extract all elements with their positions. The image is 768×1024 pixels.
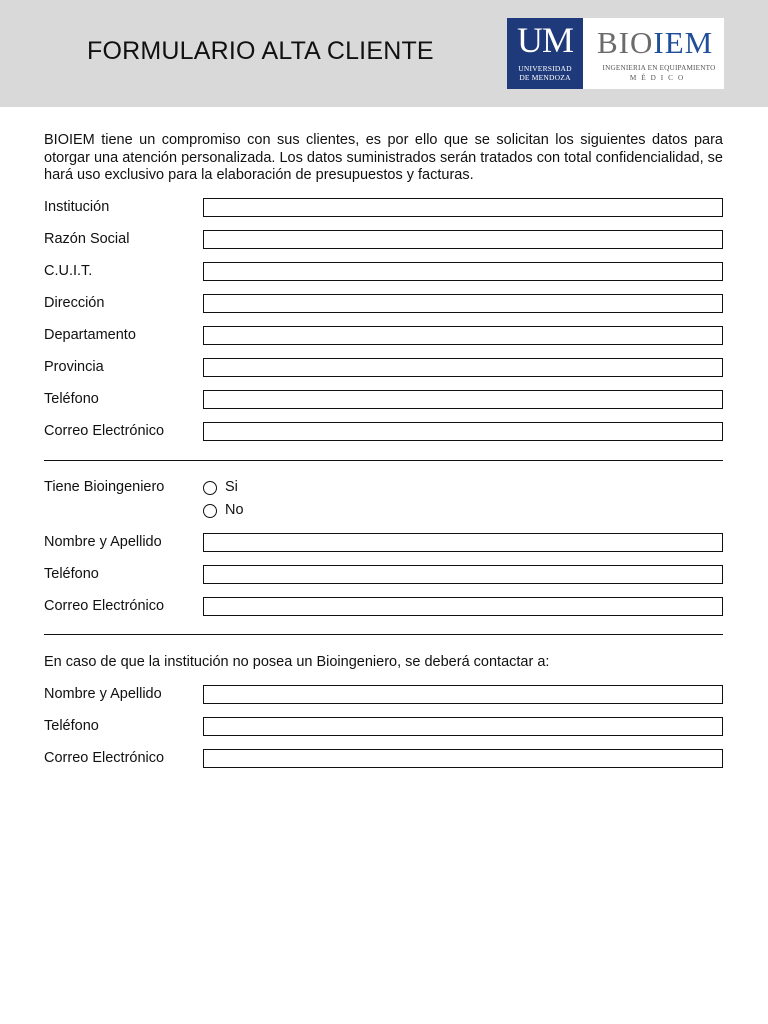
form-title: FORMULARIO ALTA CLIENTE <box>87 37 434 65</box>
bioiem-wordmark-bio: BIO <box>597 25 654 60</box>
input-razon-social[interactable] <box>203 230 723 249</box>
input-bio-telefono[interactable] <box>203 565 723 584</box>
label-departamento: Departamento <box>44 327 136 343</box>
um-logo <box>507 18 583 89</box>
section-divider <box>44 634 723 635</box>
input-contact-telefono[interactable] <box>203 717 723 736</box>
input-cuit[interactable] <box>203 262 723 281</box>
logo-block <box>507 18 724 89</box>
label-cuit: C.U.I.T. <box>44 263 93 279</box>
label-contact-telefono: Teléfono <box>44 718 99 734</box>
label-contact-nombre: Nombre y Apellido <box>44 686 162 702</box>
label-correo: Correo Electrónico <box>44 423 165 439</box>
input-correo[interactable] <box>203 422 723 441</box>
label-direccion: Dirección <box>44 295 105 311</box>
label-bio-correo: Correo Electrónico <box>44 598 165 614</box>
input-bio-nombre[interactable] <box>203 533 723 552</box>
radio-no-label: No <box>225 502 244 518</box>
input-contact-nombre[interactable] <box>203 685 723 704</box>
radio-no[interactable] <box>203 504 217 518</box>
input-departamento[interactable] <box>203 326 723 345</box>
input-telefono[interactable] <box>203 390 723 409</box>
input-bio-correo[interactable] <box>203 597 723 616</box>
bioiem-wordmark-iem: IEM <box>653 25 714 60</box>
label-tiene-bioingeniero: Tiene Bioingeniero <box>44 479 165 495</box>
bioiem-subtitle <box>595 63 723 83</box>
label-bio-nombre: Nombre y Apellido <box>44 534 162 550</box>
radio-si[interactable] <box>203 481 217 495</box>
bioiem-subtitle-line1: INGENIERIA EN EQUIPAMIENTO <box>602 64 716 72</box>
um-logo-line2: DE MENDOZA <box>519 73 571 82</box>
label-contact-correo: Correo Electrónico <box>44 750 165 766</box>
intro-paragraph: BIOIEM tiene un compromiso con sus clientes, es por ello que se solicitan los siguientes datos para otorgar una atención personalizada. Los datos suministrados serán tratados con total confidencialidad, se hará uso exclusivo para la elaboración de presupuestos y facturas. <box>44 132 723 183</box>
label-institucion: Institución <box>44 199 110 215</box>
radio-si-label: Si <box>225 479 238 495</box>
label-provincia: Provincia <box>44 359 104 375</box>
label-bio-telefono: Teléfono <box>44 566 99 582</box>
input-direccion[interactable] <box>203 294 723 313</box>
header-band <box>0 0 768 107</box>
contact-note: En caso de que la institución no posea un Bioingeniero, se deberá contactar a: <box>44 654 550 670</box>
um-logo-line1: UNIVERSIDAD <box>518 64 572 73</box>
input-provincia[interactable] <box>203 358 723 377</box>
input-contact-correo[interactable] <box>203 749 723 768</box>
label-razon-social: Razón Social <box>44 231 130 247</box>
bioiem-wordmark <box>597 26 713 60</box>
um-logo-letters: UM <box>516 20 573 60</box>
label-telefono: Teléfono <box>44 391 99 407</box>
input-institucion[interactable] <box>203 198 723 217</box>
section-divider <box>44 460 723 461</box>
bioiem-subtitle-line2: MÉDICO <box>629 74 689 82</box>
bioiem-logo <box>583 18 724 89</box>
